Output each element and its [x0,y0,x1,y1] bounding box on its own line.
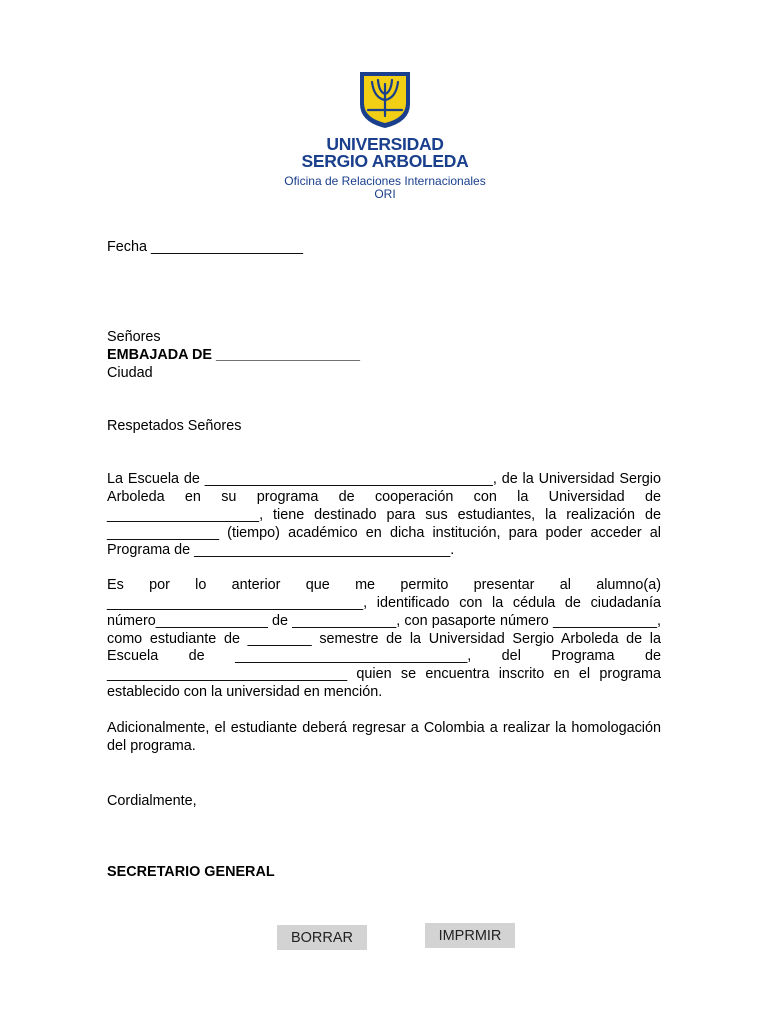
embassy-line: EMBAJADA DE __________________ [107,347,361,363]
print-button[interactable]: IMPRMIR [425,923,515,948]
paragraph-homologation: Adicionalmente, el estudiante deberá regresar a Colombia a realizar la homologación del programa. [107,720,661,754]
office-abbreviation: ORI [374,187,396,201]
clear-button[interactable]: BORRAR [277,925,367,950]
paragraph-program: La Escuela de ____________________________________, de la Universidad Sergio Arboleda en su programa de cooperación con la Universidad de ___________________, tiene destinado para sus estudiantes, la realización de ______________ (tiempo) académico en dicha institución, para poder acceder al Programa de ________________________________. [107,471,661,559]
greeting: Respetados Señores [107,418,242,434]
university-name-line1: UNIVERSIDAD [326,134,444,154]
recipient-title: Señores [107,329,161,345]
office-name: Oficina de Relaciones Internacionales [284,174,486,188]
signature-title: SECRETARIO GENERAL [107,864,275,880]
date-field: Fecha ___________________ [107,239,304,255]
paragraph-student: Es por lo anterior que me permito presentar al alumno(a) ________________________________, identificado con la cédula de ciudadanía número______________ de _____________, con pasaporte número _____________, como estudiante de ________ semestre de la Universidad Sergio Arboleda de la Escuela de _____________________________, del Programa de ______________________________ quien se encuentra inscrito en el programa establecido con la universidad en mención. [107,577,661,701]
closing: Cordialmente, [107,793,197,809]
university-name-line2: SERGIO ARBOLEDA [301,151,469,171]
university-shield-logo [358,70,412,130]
city-line: Ciudad [107,365,153,381]
